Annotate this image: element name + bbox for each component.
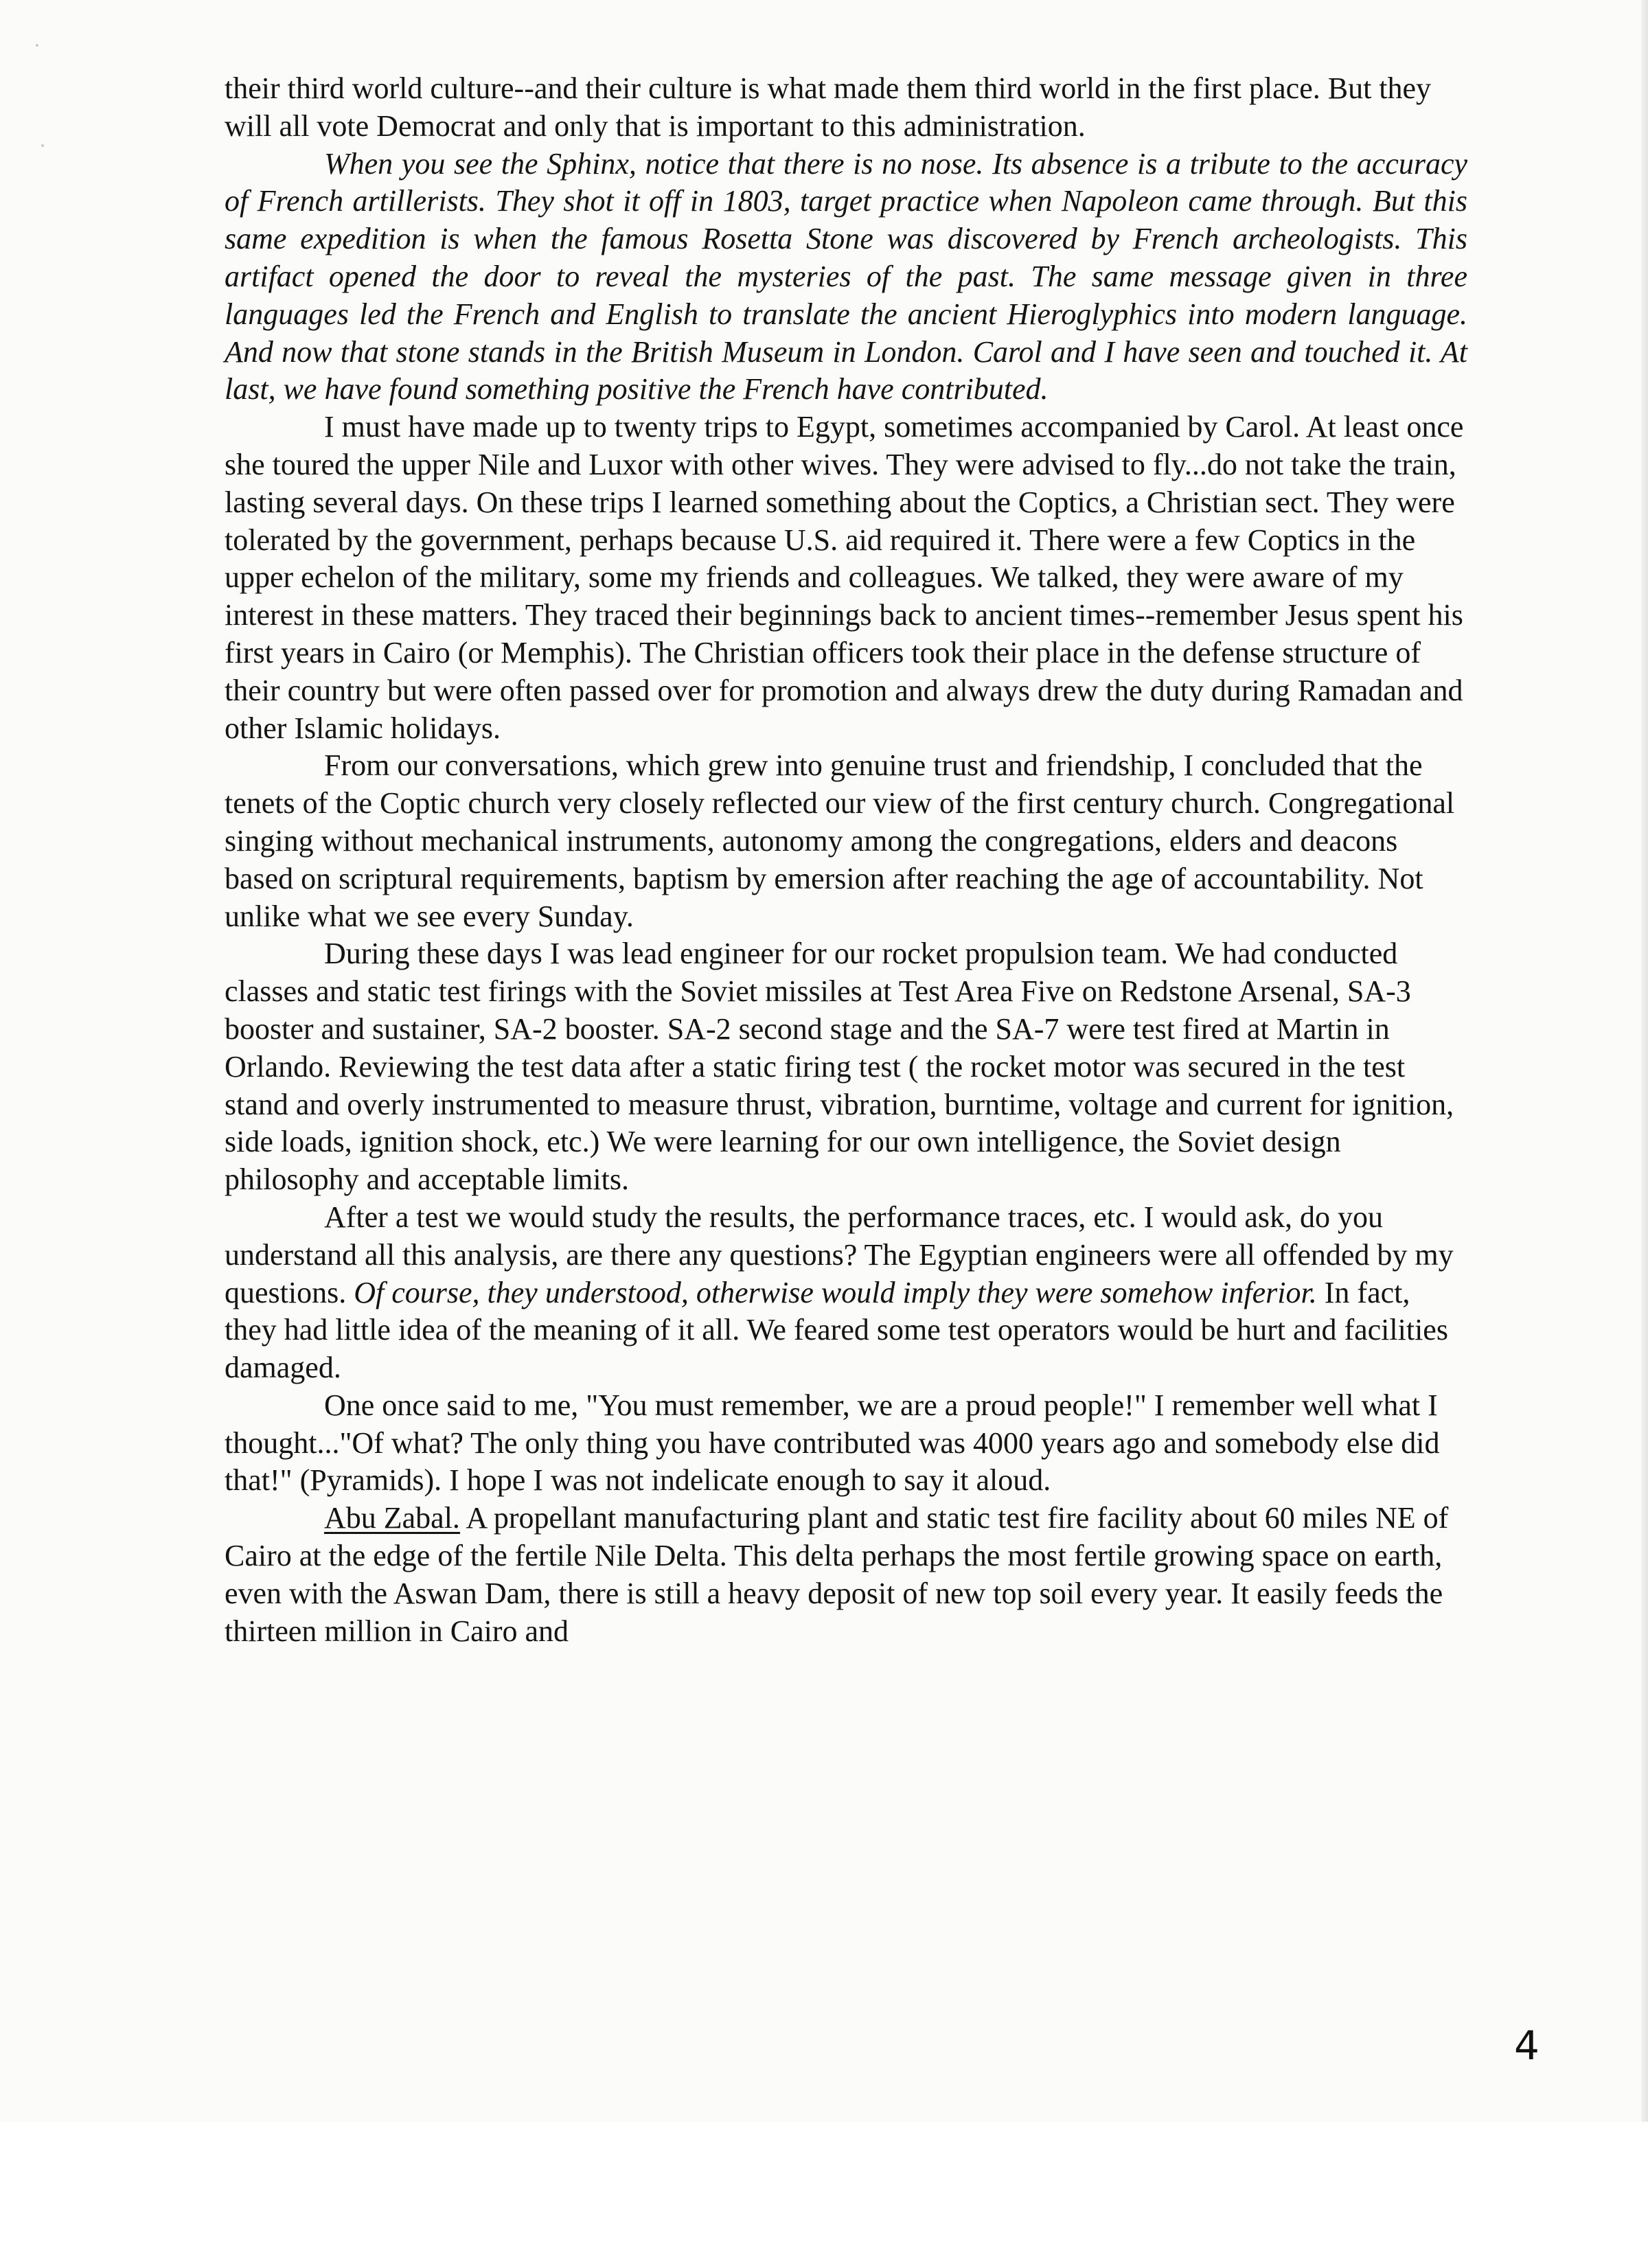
paragraph-rocket-propulsion: During these days I was lead engineer for our rocket propulsion team. We had conducted classes and static test firings with the Soviet missiles at Test Area Five on Redstone Arsenal, SA-3 booster and sustainer, SA-2 booster. SA-2 second stage and the SA-7 were test fired at Martin in Orlando. Reviewing the test data after a static firing test ( the rocket motor was secured in the test stand and overly instrumented to measure thrust, vibration, burntime, voltage and current for ignition, side loads, ignition shock, etc.) We were learning for our own intelligence, the Soviet design philosophy and acceptable limits. bbox=[225, 937, 1454, 1197]
scan-speck bbox=[36, 44, 38, 47]
paragraph-continued: their third world culture--and their culture is what made them third world in the first place. But they will all vote Democrat and only that is important to this administration. bbox=[225, 71, 1432, 143]
page-number: 4 bbox=[1514, 2022, 1540, 2069]
document-body bbox=[225, 70, 1467, 1650]
test-analysis-italic: Of course, they understood, otherwise would imply they were somehow inferior. bbox=[354, 1275, 1317, 1309]
page-edge-shadow bbox=[1641, 0, 1648, 2122]
bottom-margin bbox=[0, 2122, 1648, 2268]
paragraph-egypt-trips: I must have made up to twenty trips to Egypt, sometimes accompanied by Carol. At least once she toured the upper Nile and Luxor with other wives. They were advised to fly...do not take the train, lasting several days. On these trips I learned something about the Coptics, a Christian sect. They were tolerated by the government, perhaps because U.S. aid required it. There were a few Coptics in the upper echelon of the military, some my friends and colleagues. We talked, they were aware of my interest in these matters. They traced their beginnings back to ancient times--remember Jesus spent his first years in Cairo (or Memphis). The Christian officers took their place in the defense structure of their country but were often passed over for promotion and always drew the duty during Ramadan and other Islamic holidays. bbox=[225, 410, 1464, 745]
abu-zabal-text: A propellant manufacturing plant and static test fire facility about 60 miles NE of Cairo at the edge of the fertile Nile Delta. This delta perhaps the most fertile growing space on earth, even with the Aswan Dam, there is still a heavy deposit of new top soil every year. It easily feeds the thirteen million in Cairo and bbox=[225, 1501, 1449, 1648]
test-analysis-text-end: In fact, they had little idea of the meaning of it all. We feared some test operators would be hurt and facilities damaged. bbox=[225, 1275, 1448, 1385]
section-heading-abu-zabal: Abu Zabal. bbox=[324, 1501, 460, 1535]
paragraph-coptic-church: From our conversations, which grew into genuine trust and friendship, I concluded that the tenets of the Coptic church very closely reflected our view of the first century church. Congregational singing without mechanical instruments, autonomy among the congregations, elders and deacons based on scriptural requirements, baptism by emersion after reaching the age of accountability. Not unlike what we see every Sunday. bbox=[225, 748, 1455, 933]
test-analysis-text: After a test we would study the results, the performance traces, etc. I would ask, do you understand all this analysis, are there any questions? The Egyptian engineers were all offended by my questions. bbox=[225, 1200, 1454, 1309]
scan-speck bbox=[41, 144, 44, 147]
paragraph-test-analysis bbox=[225, 1199, 1467, 1387]
paragraph-sphinx-aside: When you see the Sphinx, notice that there is no nose. Its absence is a tribute to the accuracy of French artillerists. They shot it off in 1803, target practice when Napoleon came through. But this same expedition is when the famous Rosetta Stone was discovered by French archeologists. This artifact opened the door to reveal the mysteries of the past. The same message given in three languages led the French and English to translate the ancient Hieroglyphics into modern language. And now that stone stands in the British Museum in London. Carol and I have seen and touched it. At last, we have found something positive the French have contributed. bbox=[225, 146, 1467, 406]
paragraph-abu-zabal bbox=[225, 1500, 1467, 1650]
paragraph-proud-people: One once said to me, "You must remember, we are a proud people!" I remember well what I thought..."Of what? The only thing you have contributed was 4000 years ago and somebody else did that!" (Pyramids). I hope I was not indelicate enough to say it aloud. bbox=[225, 1388, 1440, 1498]
